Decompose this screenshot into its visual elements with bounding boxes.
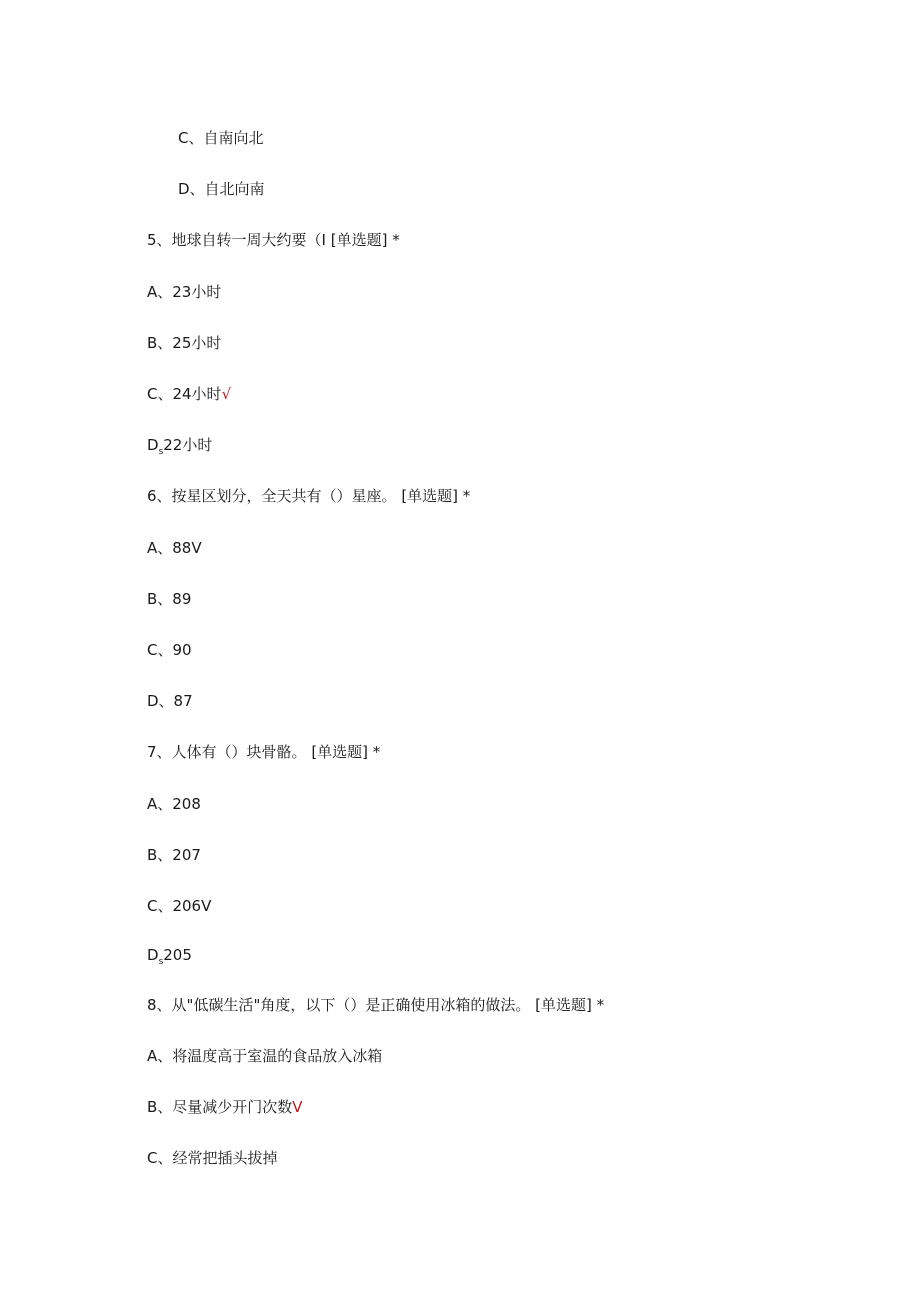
option-letter: D — [147, 946, 159, 964]
option-line — [147, 333, 221, 353]
question-text: 8、从"低碳生活"角度，以下（）是正确使用冰箱的做法。 [单选题] * — [147, 996, 605, 1014]
question-line — [147, 742, 380, 762]
option-text: C、经常把插头拔掉 — [147, 1149, 278, 1167]
option-line — [147, 538, 202, 558]
checkmark-icon: √ — [221, 385, 232, 403]
option-text: C、自南向北 — [178, 129, 264, 147]
question-line — [147, 995, 604, 1015]
option-line — [178, 179, 265, 199]
option-text: 22小时 — [163, 436, 213, 454]
checkmark-icon: V — [191, 539, 202, 557]
option-letter: D — [147, 436, 159, 454]
option-text: C、90 — [147, 641, 192, 659]
option-line — [147, 384, 231, 404]
option-line — [147, 945, 192, 968]
option-line — [147, 589, 191, 609]
option-text: C、206 — [147, 897, 202, 915]
option-line — [178, 128, 263, 148]
option-line — [147, 640, 192, 660]
option-text: C、24小时 — [147, 385, 222, 403]
option-subscript: s — [158, 447, 164, 457]
option-text: B、89 — [147, 590, 192, 608]
question-line — [147, 230, 400, 250]
checkmark-icon: V — [201, 897, 212, 915]
option-text: A、23小时 — [147, 283, 222, 301]
question-text: 7、人体有（）块骨骼。 [单选题] * — [147, 743, 381, 761]
checkmark-icon: V — [292, 1098, 303, 1116]
option-text: B、尽量减少开门次数 — [147, 1098, 293, 1116]
option-line — [147, 794, 201, 814]
option-text: B、25小时 — [147, 334, 222, 352]
option-line — [147, 1148, 277, 1168]
option-text: D、87 — [147, 692, 193, 710]
question-text: 5、地球自转一周大约要（I [单选题] * — [147, 231, 400, 249]
option-line — [147, 282, 221, 302]
option-line — [147, 1046, 382, 1066]
option-text: D、自北向南 — [178, 180, 265, 198]
option-text: 205 — [163, 946, 192, 964]
question-text: 6、按星区划分，全天共有（）星座。 [单选题] * — [147, 487, 471, 505]
option-text: A、88 — [147, 539, 192, 557]
option-line — [147, 691, 193, 711]
question-line — [147, 486, 470, 506]
option-line — [147, 1097, 303, 1117]
option-line — [147, 896, 211, 916]
option-subscript: s — [158, 957, 164, 967]
option-text: A、208 — [147, 795, 201, 813]
option-line — [147, 435, 212, 458]
option-text: A、将温度高于室温的食品放入冰箱 — [147, 1047, 383, 1065]
option-line — [147, 845, 201, 865]
option-text: B、207 — [147, 846, 201, 864]
